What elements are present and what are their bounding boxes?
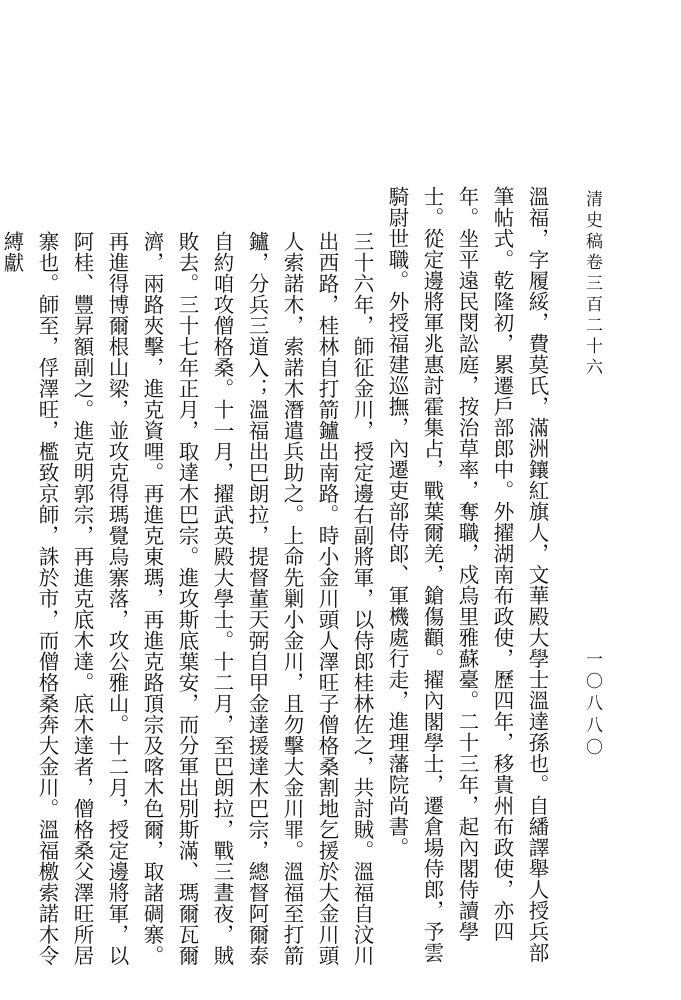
- paragraph-biography-intro: 溫福，字履綏，費莫氏，滿洲鑲紅旗人，文華殿大學士溫達孫也。自繙譯舉人授兵部筆帖式。乾隆初，累遷戶部郎中。外擢湖南布政使，歷四年，移貴州布政使，亦四年。坐平遠民閔訟庭，按治草率，奪職，戍烏里雅蘇臺。二十三年，起內閣侍讀學士。從定邊將軍兆惠討霍集占，戰葉爾羌，鎗傷顴。擢內閣學士，遷倉場侍郎，予雲騎尉世職。外授福建巡撫，內遷吏部侍郎、軍機處行走，進理藩院尚書。: [385, 186, 549, 963]
- running-header-title: 清史稿卷三百二十六: [582, 190, 602, 379]
- paragraph-jinchuan-campaign: 三十六年，師征金川，授定邊右副將軍，以侍郎桂林佐之，共討賊。溫福自汶川出西路，桂林自打箭鑪出南路。時小金川頭人澤旺子僧格桑割地乞援於大金川頭人索諾木，索諾木潛遣兵助之。上命先剿小金川，且勿擊大金川罪。溫福至打箭鑪，分兵三道入；溫福出巴朗拉，提督董天弼自甲金達援達木巴宗，總督阿爾泰自約咱攻僧格桑。十一月，擢武英殿大學士。十二月，至巴朗拉，戰三晝夜，賊敗去。三十七年正月，取達木巴宗。進攻斯底葉安，而分軍出別斯滿、瑪爾瓦爾濟，兩路夾擊，進克資哩。再進克東瑪，再進克路頂宗及喀木色爾，取諸碉寨。再進得博爾根山梁，並攻克得瑪覺烏寨落，攻公雅山。十二月，授定邊將軍，以阿桂、豐昇額副之。進克明郭宗，再進克底木達。底木達者，僧格桑父澤旺所居寨也。師至，俘澤旺，檻致京師，誅於市，而僧格桑奔大金川。溫福檄索諾木令縛獻: [0, 231, 374, 967]
- main-text-body: [0, 186, 554, 976]
- page-number: 一〇八八〇: [582, 650, 602, 760]
